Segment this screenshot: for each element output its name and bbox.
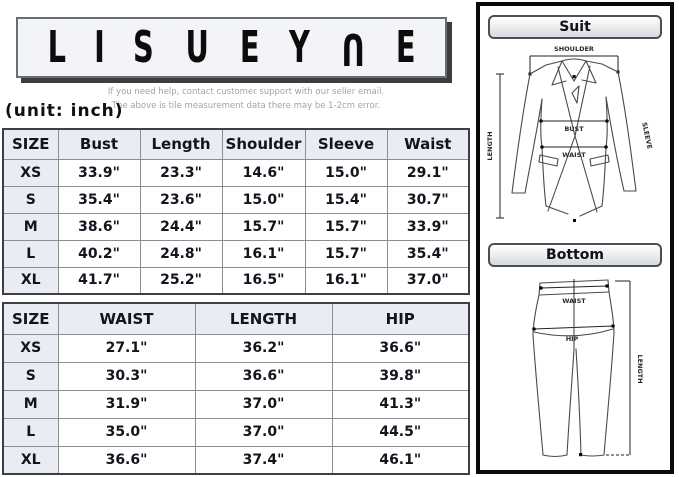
column-header-size: SIZE xyxy=(3,129,58,159)
size-cell: M xyxy=(3,213,58,240)
bottom-section-title: Bottom xyxy=(488,243,662,267)
value-cell: 24.8" xyxy=(140,240,222,267)
bottom-table-header-row xyxy=(3,303,469,334)
column-header-shoulder: Shoulder xyxy=(222,129,305,159)
value-cell: 16.1" xyxy=(305,267,387,294)
size-cell: L xyxy=(3,240,58,267)
help-note-line2: The above is tile measurement data there may be 1-2cm error. xyxy=(111,100,381,111)
table-row xyxy=(3,362,469,390)
size-cell: L xyxy=(3,418,58,446)
column-header-size: SIZE xyxy=(3,303,58,334)
table-row xyxy=(3,240,469,267)
size-cell: M xyxy=(3,390,58,418)
column-header-waist: WAIST xyxy=(58,303,195,334)
value-cell: 36.6" xyxy=(58,446,195,474)
bottom-waist-label: WAIST xyxy=(562,297,586,305)
value-cell: 36.6" xyxy=(195,362,332,390)
value-cell: 29.1" xyxy=(387,159,469,186)
size-cell: XS xyxy=(3,159,58,186)
value-cell: 37.0" xyxy=(387,267,469,294)
value-cell: 37.0" xyxy=(195,418,332,446)
value-cell: 31.9" xyxy=(58,390,195,418)
help-note-line1: If you need help, contact customer support with our seller email. xyxy=(107,87,385,97)
brand-logo xyxy=(16,17,447,78)
column-header-waist: Waist xyxy=(387,129,469,159)
suit-table-header-row xyxy=(3,129,469,159)
value-cell: 24.4" xyxy=(140,213,222,240)
value-cell: 38.6" xyxy=(58,213,140,240)
brand-letter: I xyxy=(94,22,105,73)
value-cell: 15.7" xyxy=(305,240,387,267)
column-header-sleeve: Sleeve xyxy=(305,129,387,159)
size-cell: S xyxy=(3,186,58,213)
value-cell: 44.5" xyxy=(332,418,469,446)
value-cell: 15.0" xyxy=(305,159,387,186)
value-cell: 15.0" xyxy=(222,186,305,213)
value-cell: 16.1" xyxy=(222,240,305,267)
brand-letter: E xyxy=(395,22,416,73)
value-cell: 35.0" xyxy=(58,418,195,446)
column-header-hip: HIP xyxy=(332,303,469,334)
value-cell: 25.2" xyxy=(140,267,222,294)
diagram-panel xyxy=(476,2,674,474)
bottom-diagram xyxy=(482,269,668,466)
suit-shoulder-label: SHOULDER xyxy=(554,45,594,53)
value-cell: 14.6" xyxy=(222,159,305,186)
table-row xyxy=(3,186,469,213)
value-cell: 15.7" xyxy=(305,213,387,240)
table-row xyxy=(3,267,469,294)
brand-letter: U xyxy=(185,22,209,73)
value-cell: 41.3" xyxy=(332,390,469,418)
suit-sleeve-label: SLEEVE xyxy=(640,121,654,150)
value-cell: 39.8" xyxy=(332,362,469,390)
brand-letter-flipped-n: U xyxy=(341,22,365,73)
value-cell: 33.9" xyxy=(58,159,140,186)
suit-size-table xyxy=(2,128,470,295)
table-row xyxy=(3,213,469,240)
value-cell: 46.1" xyxy=(332,446,469,474)
value-cell: 33.9" xyxy=(387,213,469,240)
value-cell: 16.5" xyxy=(222,267,305,294)
value-cell: 37.0" xyxy=(195,390,332,418)
value-cell: 40.2" xyxy=(58,240,140,267)
brand-letter: L xyxy=(47,22,66,73)
suit-length-label: LENGTH xyxy=(486,131,494,161)
table-row xyxy=(3,159,469,186)
brand-letter: Y xyxy=(289,22,311,73)
help-note xyxy=(96,86,396,113)
size-cell: XL xyxy=(3,446,58,474)
bottom-size-table xyxy=(2,302,470,475)
bottom-hip-label: HIP xyxy=(565,335,579,343)
value-cell: 36.6" xyxy=(332,334,469,362)
suit-bust-label: BUST xyxy=(564,125,584,133)
suit-section-title: Suit xyxy=(488,15,662,39)
brand-letter: S xyxy=(133,22,155,73)
column-header-bust: Bust xyxy=(58,129,140,159)
value-cell: 27.1" xyxy=(58,334,195,362)
column-header-length: Length xyxy=(140,129,222,159)
value-cell: 23.6" xyxy=(140,186,222,213)
value-cell: 15.7" xyxy=(222,213,305,240)
size-cell: XS xyxy=(3,334,58,362)
table-row xyxy=(3,446,469,474)
bottom-length-label: LENGTH xyxy=(636,354,644,384)
table-row xyxy=(3,418,469,446)
value-cell: 30.7" xyxy=(387,186,469,213)
table-row xyxy=(3,334,469,362)
value-cell: 35.4" xyxy=(387,240,469,267)
brand-letter: E xyxy=(239,22,260,73)
size-cell: S xyxy=(3,362,58,390)
suit-diagram xyxy=(482,41,668,234)
value-cell: 37.4" xyxy=(195,446,332,474)
suit-waist-label: WAIST xyxy=(562,151,586,159)
value-cell: 23.3" xyxy=(140,159,222,186)
table-row xyxy=(3,390,469,418)
unit-label: (unit: inch) xyxy=(5,101,124,121)
value-cell: 41.7" xyxy=(58,267,140,294)
column-header-length: LENGTH xyxy=(195,303,332,334)
value-cell: 30.3" xyxy=(58,362,195,390)
value-cell: 35.4" xyxy=(58,186,140,213)
value-cell: 15.4" xyxy=(305,186,387,213)
value-cell: 36.2" xyxy=(195,334,332,362)
size-cell: XL xyxy=(3,267,58,294)
